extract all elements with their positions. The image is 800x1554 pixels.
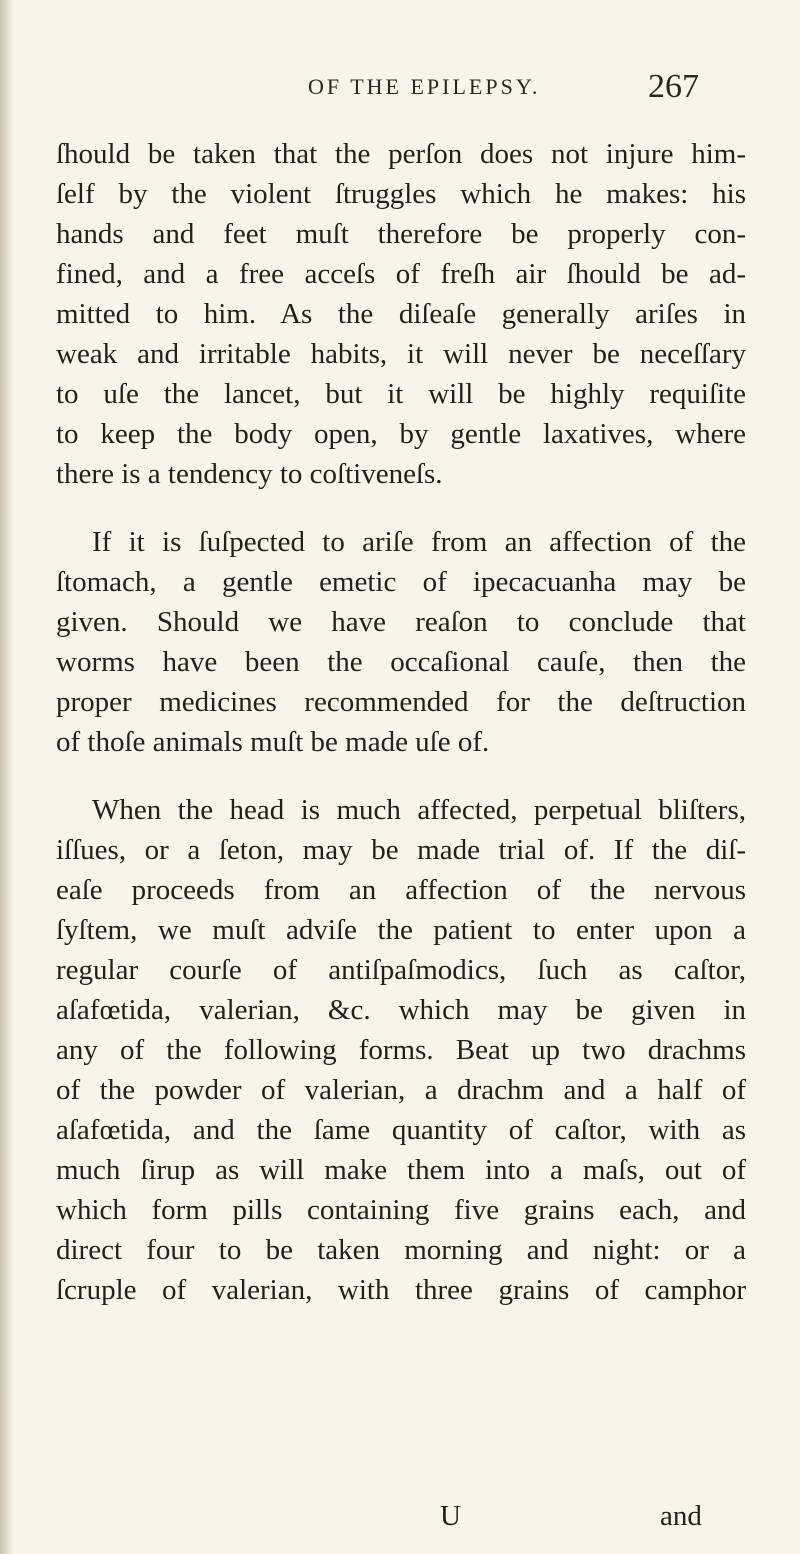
catchword: and xyxy=(660,1500,702,1532)
text-line: ſelf by the violent ſtruggles which he makes: his xyxy=(56,178,746,210)
running-title: OF THE EPILEPSY. xyxy=(308,74,541,99)
signature-mark: U xyxy=(440,1500,461,1532)
text-line: eaſe proceeds from an affection of the nervous xyxy=(56,874,746,906)
page-number: 267 xyxy=(648,68,699,105)
text-line: to keep the body open, by gentle laxatives, where xyxy=(56,418,746,450)
text-line: fined, and a free acceſs of freſh air ſhould be ad- xyxy=(56,258,746,290)
text-line: to uſe the lancet, but it will be highly requiſite xyxy=(56,378,746,410)
text-line: of the powder of valerian, a drachm and a half of xyxy=(56,1074,746,1106)
text-line: ſhould be taken that the perſon does not injure him- xyxy=(56,138,746,170)
paragraph-2 xyxy=(56,522,746,762)
text-line: hands and feet muſt therefore be properly con- xyxy=(56,218,746,250)
text-line: proper medicines recommended for the deſtruction xyxy=(56,686,746,718)
text-line: any of the following forms. Beat up two drachms xyxy=(56,1034,746,1066)
text-line: iſſues, or a ſeton, may be made trial of. If the diſ- xyxy=(56,834,746,866)
text-line: ſyſtem, we muſt adviſe the patient to enter upon a xyxy=(56,914,746,946)
text-line: ſcruple of valerian, with three grains of camphor xyxy=(56,1274,746,1306)
text-line: weak and irritable habits, it will never be neceſſary xyxy=(56,338,746,370)
text-line: given. Should we have reaſon to conclude that xyxy=(56,606,746,638)
binding-edge xyxy=(0,0,14,1554)
text-line: aſafœtida, and the ſame quantity of caſtor, with as xyxy=(56,1114,746,1146)
paragraph-3 xyxy=(56,790,746,1310)
text-line: When the head is much affected, perpetual bliſters, xyxy=(92,794,746,826)
text-line: mitted to him. As the diſeaſe generally ariſes in xyxy=(56,298,746,330)
text-line: If it is ſuſpected to ariſe from an affection of the xyxy=(92,526,746,558)
body-text xyxy=(56,134,746,1310)
text-line: aſafœtida, valerian, &c. which may be given in xyxy=(56,994,746,1026)
text-line: which form pills containing five grains each, and xyxy=(56,1194,746,1226)
paragraph-1 xyxy=(56,134,746,494)
text-line: ſtomach, a gentle emetic of ipecacuanha may be xyxy=(56,566,746,598)
text-line: direct four to be taken morning and night: or a xyxy=(56,1234,746,1266)
text-line: worms have been the occaſional cauſe, then the xyxy=(56,646,746,678)
text-line: much ſirup as will make them into a maſs, out of xyxy=(56,1154,746,1186)
text-line: regular courſe of antiſpaſmodics, ſuch as caſtor, xyxy=(56,954,746,986)
text-line: there is a tendency to coſtiveneſs. xyxy=(56,458,443,490)
page-footer xyxy=(0,1500,800,1540)
running-head xyxy=(0,68,800,114)
text-line: of thoſe animals muſt be made uſe of. xyxy=(56,726,490,758)
